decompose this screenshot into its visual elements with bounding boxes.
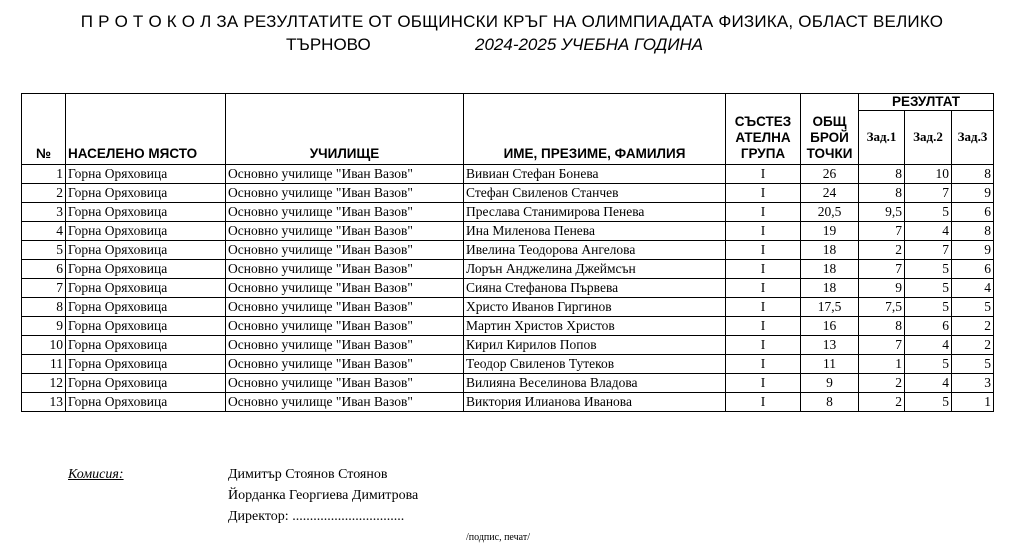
cell-school: Основно училище "Иван Вазов" [226,374,464,393]
cell-group: I [726,393,801,412]
cell-group: I [726,355,801,374]
cell-total: 20,5 [801,203,859,222]
cell-task1: 1 [859,355,905,374]
cell-name: Ивелина Теодорова Ангелова [464,241,726,260]
cell-group: I [726,279,801,298]
col-task3-header: Зад.3 [952,111,994,165]
cell-school: Основно училище "Иван Вазов" [226,165,464,184]
cell-no: 2 [22,184,66,203]
cell-place: Горна Оряховица [66,184,226,203]
cell-total: 26 [801,165,859,184]
cell-school: Основно училище "Иван Вазов" [226,184,464,203]
cell-name: Кирил Кирилов Попов [464,336,726,355]
cell-no: 13 [22,393,66,412]
cell-task2: 10 [905,165,952,184]
cell-place: Горна Оряховица [66,203,226,222]
cell-task2: 5 [905,355,952,374]
cell-task3: 8 [952,222,994,241]
cell-name: Мартин Христов Христов [464,317,726,336]
cell-task3: 4 [952,279,994,298]
col-task1-header: Зад.1 [859,111,905,165]
cell-task2: 4 [905,374,952,393]
table-row [22,241,994,260]
col-place-header: НАСЕЛЕНО МЯСТО [66,94,226,165]
result-group-header: РЕЗУЛТАТ [859,94,994,111]
col-school-header: УЧИЛИЩЕ [226,94,464,165]
cell-total: 19 [801,222,859,241]
cell-task1: 9,5 [859,203,905,222]
cell-no: 5 [22,241,66,260]
cell-no: 8 [22,298,66,317]
table-row [22,222,994,241]
cell-school: Основно училище "Иван Вазов" [226,222,464,241]
cell-place: Горна Оряховица [66,393,226,412]
protocol-title: П Р О Т О К О Л ЗА РЕЗУЛТАТИТЕ ОТ ОБЩИНСКИ КРЪГ НА ОЛИМПИАДАТА ФИЗИКА, ОБЛАСТ ВЕЛИКО [80,12,944,31]
cell-no: 6 [22,260,66,279]
col-task2-header: Зад.2 [905,111,952,165]
protocol-subtitle [286,35,704,55]
cell-no: 9 [22,317,66,336]
cell-task1: 7 [859,222,905,241]
cell-task2: 4 [905,336,952,355]
cell-total: 9 [801,374,859,393]
cell-school: Основно училище "Иван Вазов" [226,317,464,336]
cell-task3: 9 [952,241,994,260]
cell-name: Стефан Свиленов Станчев [464,184,726,203]
director-line: Директор: ................................ [228,509,405,524]
cell-task3: 2 [952,317,994,336]
cell-group: I [726,298,801,317]
cell-school: Основно училище "Иван Вазов" [226,393,464,412]
cell-task1: 2 [859,241,905,260]
cell-group: I [726,165,801,184]
table-row [22,374,994,393]
cell-task3: 6 [952,203,994,222]
cell-task3: 3 [952,374,994,393]
cell-place: Горна Оряховица [66,279,226,298]
cell-task1: 2 [859,374,905,393]
cell-group: I [726,203,801,222]
cell-task3: 1 [952,393,994,412]
cell-task2: 5 [905,393,952,412]
col-total-header: ОБЩ БРОЙ ТОЧКИ [801,94,859,165]
cell-task3: 2 [952,336,994,355]
table-row [22,317,994,336]
cell-total: 17,5 [801,298,859,317]
cell-name: Теодор Свиленов Тутеков [464,355,726,374]
cell-total: 24 [801,184,859,203]
cell-school: Основно училище "Иван Вазов" [226,279,464,298]
cell-total: 13 [801,336,859,355]
cell-group: I [726,184,801,203]
cell-task3: 5 [952,298,994,317]
cell-task1: 8 [859,184,905,203]
table-row [22,355,994,374]
cell-task2: 6 [905,317,952,336]
cell-task1: 7 [859,336,905,355]
cell-place: Горна Оряховица [66,165,226,184]
cell-school: Основно училище "Иван Вазов" [226,355,464,374]
cell-total: 16 [801,317,859,336]
commission-label: Комисия: [68,467,124,482]
cell-total: 18 [801,279,859,298]
cell-group: I [726,260,801,279]
table-row [22,279,994,298]
table-row [22,336,994,355]
cell-name: Ина Миленова Пенева [464,222,726,241]
cell-task1: 7,5 [859,298,905,317]
commission-member-2: Йорданка Георгиева Димитрова [228,488,419,503]
cell-task1: 7 [859,260,905,279]
cell-name: Преслава Станимирова Пенева [464,203,726,222]
cell-place: Горна Оряховица [66,241,226,260]
table-row [22,393,994,412]
cell-task2: 7 [905,184,952,203]
cell-place: Горна Оряховица [66,336,226,355]
cell-no: 1 [22,165,66,184]
table-row [22,165,994,184]
cell-task2: 4 [905,222,952,241]
cell-group: I [726,317,801,336]
table-row [22,298,994,317]
cell-no: 12 [22,374,66,393]
cell-task3: 6 [952,260,994,279]
subtitle-city: ТЪРНОВО [286,35,371,54]
commission-member-1: Димитър Стоянов Стоянов [228,467,388,482]
cell-task2: 7 [905,241,952,260]
cell-task3: 9 [952,184,994,203]
results-table [21,93,994,412]
cell-total: 11 [801,355,859,374]
cell-school: Основно училище "Иван Вазов" [226,203,464,222]
cell-task2: 5 [905,279,952,298]
cell-group: I [726,374,801,393]
cell-school: Основно училище "Иван Вазов" [226,260,464,279]
cell-name: Виктория Илианова Иванова [464,393,726,412]
signature-note: /подпис, печат/ [466,532,530,543]
cell-school: Основно училище "Иван Вазов" [226,336,464,355]
cell-school: Основно училище "Иван Вазов" [226,298,464,317]
cell-place: Горна Оряховица [66,222,226,241]
cell-total: 18 [801,241,859,260]
cell-place: Горна Оряховица [66,260,226,279]
cell-no: 7 [22,279,66,298]
cell-place: Горна Оряховица [66,374,226,393]
cell-no: 10 [22,336,66,355]
table-row [22,260,994,279]
cell-name: Христо Иванов Гиргинов [464,298,726,317]
cell-task2: 5 [905,260,952,279]
cell-total: 8 [801,393,859,412]
cell-place: Горна Оряховица [66,355,226,374]
col-name-header: ИМЕ, ПРЕЗИМЕ, ФАМИЛИЯ [464,94,726,165]
cell-group: I [726,241,801,260]
cell-no: 4 [22,222,66,241]
cell-task1: 8 [859,165,905,184]
cell-task1: 9 [859,279,905,298]
table-row [22,184,994,203]
results-body [22,165,994,412]
cell-total: 18 [801,260,859,279]
cell-name: Лорън Анджелина Джеймсън [464,260,726,279]
cell-place: Горна Оряховица [66,298,226,317]
col-group-header: СЪСТЕЗ АТЕЛНА ГРУПА [726,94,801,165]
col-no-header: № [22,94,66,165]
cell-task2: 5 [905,203,952,222]
cell-no: 3 [22,203,66,222]
cell-no: 11 [22,355,66,374]
cell-task1: 8 [859,317,905,336]
cell-place: Горна Оряховица [66,317,226,336]
cell-name: Сияна Стефанова Първева [464,279,726,298]
cell-group: I [726,222,801,241]
cell-name: Вивиан Стефан Бонева [464,165,726,184]
cell-school: Основно училище "Иван Вазов" [226,241,464,260]
cell-task3: 5 [952,355,994,374]
cell-task3: 8 [952,165,994,184]
school-year: 2024-2025 УЧЕБНА ГОДИНА [475,35,704,54]
cell-task1: 2 [859,393,905,412]
cell-name: Вилияна Веселинова Владова [464,374,726,393]
table-row [22,203,994,222]
cell-task2: 5 [905,298,952,317]
cell-group: I [726,336,801,355]
